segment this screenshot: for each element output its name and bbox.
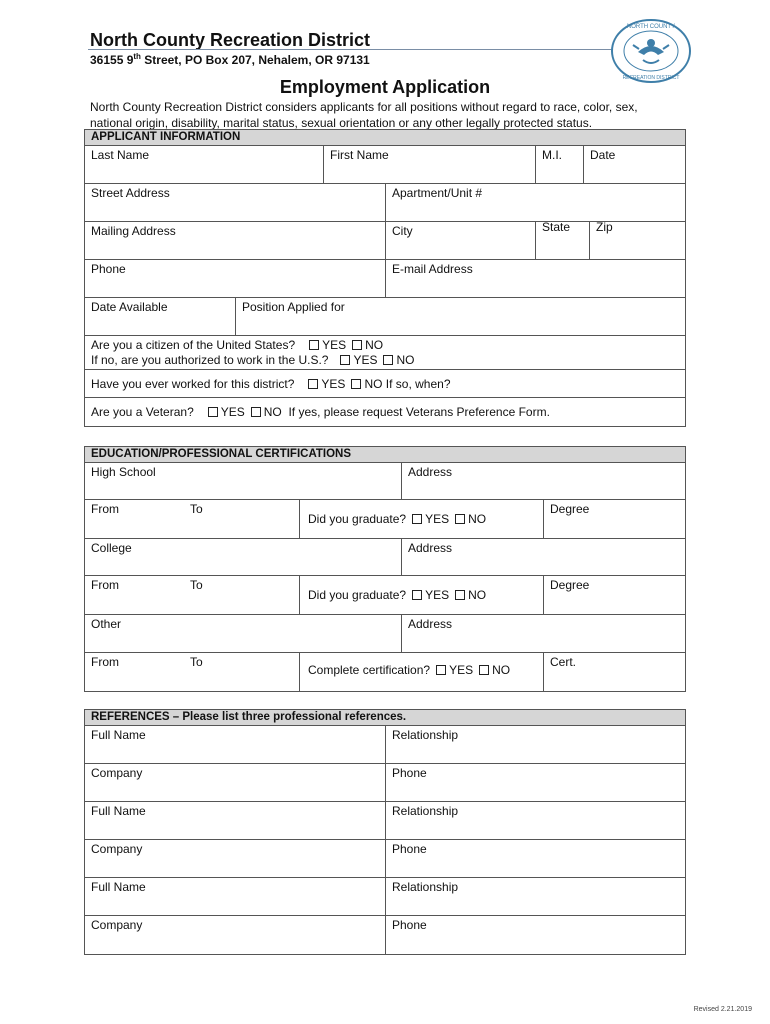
veteran-note: If yes, please request Veterans Preference Form. xyxy=(288,405,550,419)
section-heading: REFERENCES – Please list three professional references. xyxy=(85,710,685,726)
veteran-question-text: Are you a Veteran? xyxy=(91,405,194,419)
to-label: To xyxy=(190,502,203,516)
reference-1-company-row xyxy=(85,764,685,802)
reference-1-name-row xyxy=(85,726,685,764)
veteran-yes-checkbox[interactable] xyxy=(208,407,218,417)
first-name-label: First Name xyxy=(330,148,389,162)
cert-field[interactable] xyxy=(543,653,685,691)
email-field[interactable] xyxy=(385,260,685,297)
degree-label: Degree xyxy=(550,578,590,592)
from-label: From xyxy=(91,655,119,669)
street-address-field[interactable] xyxy=(85,184,385,221)
cert-label: Cert. xyxy=(550,655,577,669)
college-graduate-field xyxy=(299,576,543,614)
citizen-question xyxy=(91,338,383,352)
section-heading: APPLICANT INFORMATION xyxy=(85,130,685,146)
org-address xyxy=(90,52,370,67)
college-dates-row xyxy=(85,576,685,615)
apartment-label: Apartment/Unit # xyxy=(392,186,483,200)
full-name-label: Full Name xyxy=(91,880,146,894)
org-name: North County Recreation District xyxy=(90,30,371,50)
name-row xyxy=(85,146,685,184)
nondiscrimination-statement: North County Recreation District considers applicants for all positions without regard to race, color, sex, national origin, disability, marital status, sexual orientation or any other legally protected status. xyxy=(90,100,638,130)
date-label: Date xyxy=(590,148,616,162)
reference-2-company-field[interactable] xyxy=(85,840,385,877)
reference-1-relationship-field[interactable] xyxy=(385,726,685,763)
high-school-graduate-yes-checkbox[interactable] xyxy=(412,514,422,524)
position-row xyxy=(85,298,685,336)
svg-text:RECREATION DISTRICT: RECREATION DISTRICT xyxy=(622,75,680,81)
references-section xyxy=(84,709,686,955)
position-label: Position Applied for xyxy=(242,300,345,314)
mi-field[interactable] xyxy=(535,146,583,183)
other-dates-row xyxy=(85,653,685,691)
reference-2-company-row xyxy=(85,840,685,878)
applicant-information-section xyxy=(84,129,686,427)
mailing-address-field[interactable] xyxy=(85,222,385,259)
reference-2-phone-field[interactable] xyxy=(385,840,685,877)
address-number: 36155 9 xyxy=(90,53,134,67)
college-graduate-no-checkbox[interactable] xyxy=(455,590,465,600)
worked-row xyxy=(85,370,685,398)
address-label: Address xyxy=(408,465,453,479)
no-label: NO xyxy=(468,512,487,526)
mi-label: M.I. xyxy=(542,148,562,162)
district-logo xyxy=(610,18,692,84)
yes-label: YES xyxy=(321,377,346,391)
phone-label: Phone xyxy=(392,842,427,856)
position-field[interactable] xyxy=(235,298,685,335)
address-label: Address xyxy=(408,541,453,555)
college-row xyxy=(85,539,685,576)
relationship-label: Relationship xyxy=(392,880,459,894)
state-label: State xyxy=(542,220,571,234)
graduate-question: Did you graduate? xyxy=(308,512,407,526)
high-school-graduate-field xyxy=(299,500,543,538)
no-label: NO xyxy=(365,338,384,352)
high-school-address-field[interactable] xyxy=(401,463,685,499)
college-from-field[interactable] xyxy=(85,576,299,614)
last-name-field[interactable] xyxy=(85,146,323,183)
reference-3-relationship-field[interactable] xyxy=(385,878,685,915)
city-field[interactable] xyxy=(385,222,535,259)
other-label: Other xyxy=(91,617,122,631)
reference-3-company-field[interactable] xyxy=(85,916,385,954)
relationship-label: Relationship xyxy=(392,804,459,818)
zip-field[interactable] xyxy=(589,222,685,259)
no-label: NO xyxy=(263,405,282,419)
to-label: To xyxy=(190,578,203,592)
college-field[interactable] xyxy=(85,539,401,575)
phone-field[interactable] xyxy=(85,260,385,297)
first-name-field[interactable] xyxy=(323,146,535,183)
company-label: Company xyxy=(91,918,143,932)
high-school-graduate-no-checkbox[interactable] xyxy=(455,514,465,524)
veteran-row xyxy=(85,398,685,426)
phone-label: Phone xyxy=(392,766,427,780)
authorized-yes-checkbox[interactable] xyxy=(340,355,350,365)
yes-label: YES xyxy=(322,338,347,352)
full-name-label: Full Name xyxy=(91,804,146,818)
relationship-label: Relationship xyxy=(392,728,459,742)
veteran-no-checkbox[interactable] xyxy=(251,407,261,417)
reference-2-relationship-field[interactable] xyxy=(385,802,685,839)
reference-2-full-name-field[interactable] xyxy=(85,802,385,839)
worked-question-text: Have you ever worked for this district? xyxy=(91,377,295,391)
last-name-label: Last Name xyxy=(91,148,150,162)
college-label: College xyxy=(91,541,132,555)
no-label: NO xyxy=(396,353,415,367)
worked-no-checkbox[interactable] xyxy=(351,379,361,389)
yes-label: YES xyxy=(220,405,245,419)
full-name-label: Full Name xyxy=(91,728,146,742)
apartment-field[interactable] xyxy=(385,184,685,221)
header-rule xyxy=(88,49,613,50)
authorized-question xyxy=(91,353,414,367)
other-from-field[interactable] xyxy=(85,653,299,691)
address-label: Address xyxy=(408,617,453,631)
zip-label: Zip xyxy=(596,220,613,234)
certification-yes-checkbox[interactable] xyxy=(436,665,446,675)
veteran-question xyxy=(91,405,550,419)
yes-label: YES xyxy=(353,353,378,367)
worked-question xyxy=(91,377,451,391)
citizen-no-checkbox[interactable] xyxy=(352,340,362,350)
reference-3-company-row xyxy=(85,916,685,954)
date-available-field[interactable] xyxy=(85,298,235,335)
street-row xyxy=(85,184,685,222)
other-address-field[interactable] xyxy=(401,615,685,652)
yes-label: YES xyxy=(425,588,450,602)
high-school-field[interactable] xyxy=(85,463,401,499)
reference-2-name-row xyxy=(85,802,685,840)
reference-3-phone-field[interactable] xyxy=(385,916,685,954)
authorized-question-text: If no, are you authorized to work in the U.S.? xyxy=(91,353,329,367)
certification-field xyxy=(299,653,543,691)
document-title: Employment Application xyxy=(279,77,491,97)
state-field[interactable] xyxy=(535,222,589,259)
reference-1-company-field[interactable] xyxy=(85,764,385,801)
citizen-yes-checkbox[interactable] xyxy=(309,340,319,350)
graduate-question: Did you graduate? xyxy=(308,588,407,602)
date-field[interactable] xyxy=(583,146,685,183)
certification-no-checkbox[interactable] xyxy=(479,665,489,675)
address-rest: Street, PO Box 207, Nehalem, OR 97131 xyxy=(140,53,370,67)
yes-label: YES xyxy=(425,512,450,526)
high-school-row xyxy=(85,463,685,500)
revision-date: Revised 2.21.2019 xyxy=(693,1006,752,1013)
college-degree-field[interactable] xyxy=(543,576,685,614)
date-available-label: Date Available xyxy=(91,300,168,314)
company-label: Company xyxy=(91,766,143,780)
phone-label: Phone xyxy=(392,918,427,932)
no-label: NO xyxy=(468,588,487,602)
certification-question: Complete certification? xyxy=(308,663,431,677)
phone-label: Phone xyxy=(91,262,126,276)
phone-row xyxy=(85,260,685,298)
citizenship-row xyxy=(85,336,685,370)
company-label: Company xyxy=(91,842,143,856)
email-label: E-mail Address xyxy=(392,262,473,276)
authorized-no-checkbox[interactable] xyxy=(383,355,393,365)
other-row xyxy=(85,615,685,653)
college-address-field[interactable] xyxy=(401,539,685,575)
mailing-address-label: Mailing Address xyxy=(91,224,176,238)
high-school-from-field[interactable] xyxy=(85,500,299,538)
reference-1-phone-field[interactable] xyxy=(385,764,685,801)
high-school-dates-row xyxy=(85,500,685,539)
no-label: NO xyxy=(364,377,383,391)
to-label: To xyxy=(190,655,203,669)
from-label: From xyxy=(91,578,119,592)
yes-label: YES xyxy=(449,663,474,677)
city-label: City xyxy=(392,224,413,238)
svg-text:NORTH COUNTY: NORTH COUNTY xyxy=(626,24,676,30)
street-address-label: Street Address xyxy=(91,186,170,200)
reference-3-name-row xyxy=(85,878,685,916)
from-label: From xyxy=(91,502,119,516)
mailing-row xyxy=(85,222,685,260)
high-school-degree-field[interactable] xyxy=(543,500,685,538)
education-section xyxy=(84,446,686,692)
college-graduate-yes-checkbox[interactable] xyxy=(412,590,422,600)
address-suffix: th xyxy=(133,52,141,61)
other-field[interactable] xyxy=(85,615,401,652)
degree-label: Degree xyxy=(550,502,590,516)
worked-yes-checkbox[interactable] xyxy=(308,379,318,389)
worked-when-label: If so, when? xyxy=(385,377,451,391)
reference-3-full-name-field[interactable] xyxy=(85,878,385,915)
high-school-label: High School xyxy=(91,465,156,479)
citizen-question-text: Are you a citizen of the United States? xyxy=(91,338,296,352)
section-heading: EDUCATION/PROFESSIONAL CERTIFICATIONS xyxy=(85,447,685,463)
no-label: NO xyxy=(492,663,511,677)
reference-1-full-name-field[interactable] xyxy=(85,726,385,763)
